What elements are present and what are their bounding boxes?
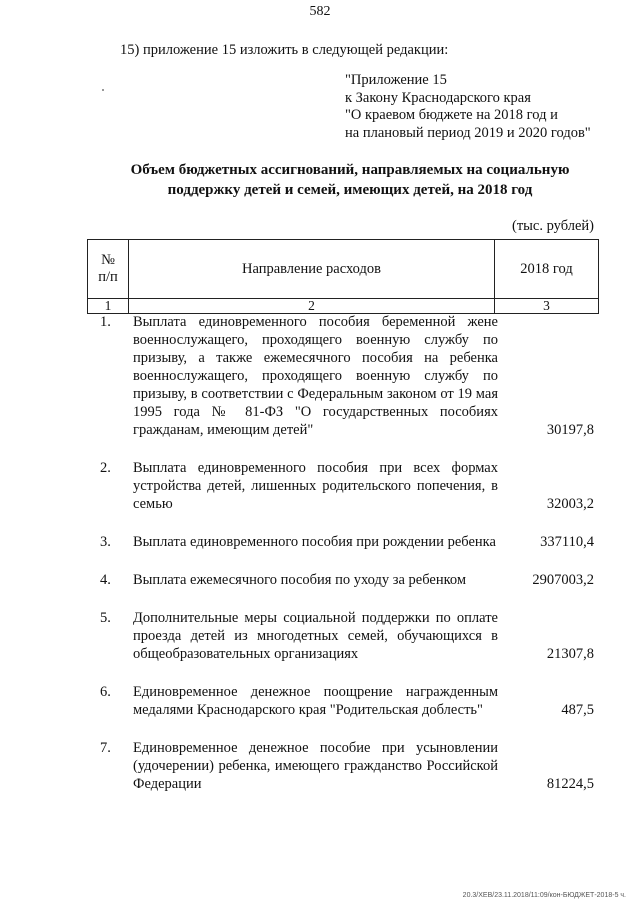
table-row [0, 609, 640, 663]
header-num-abbr: п/п [98, 269, 118, 285]
table-row [0, 459, 640, 513]
row-description: Единовременное денежное пособие при усыновлении (удочерении) ребенка, имеющего гражданство Российской Федерации [133, 740, 498, 792]
row-amount: 81224,5 [546, 776, 594, 792]
expense-list [0, 313, 640, 813]
header-num-cell [88, 240, 129, 299]
page-number: 582 [309, 4, 331, 19]
units-label: (тыс. рублей) [512, 218, 594, 234]
row-description: Выплата единовременного пособия при всех формах устройства детей, лишенных родительского попечения, в семью [133, 460, 498, 512]
row-description: Дополнительные меры социальной поддержки по оплате проезда детей из многодетных семей, обучающихся в общеобразовательных организациях [133, 610, 498, 662]
row-amount: 337110,4 [540, 534, 594, 550]
row-amount: 2907003,2 [532, 572, 594, 588]
row-number: 5. [100, 610, 111, 626]
appendix-line: на плановый период 2019 и 2020 годов" [345, 124, 591, 141]
document-footer: 20.3/ХЕВ/23.11.2018/11:09/кон-БЮДЖЕТ-2018-5 ч. [462, 892, 626, 899]
document-title [100, 160, 600, 200]
row-number: 4. [100, 572, 111, 588]
title-line-2: поддержку детей и семей, имеющих детей, на 2018 год [167, 182, 533, 198]
row-number: 3. [100, 534, 111, 550]
row-number: 7. [100, 740, 111, 756]
header-year: 2018 год [495, 240, 599, 299]
row-number: 1. [100, 314, 111, 330]
row-description: Единовременное денежное поощрение награжденным медалями Краснодарского края "Родительская доблесть" [133, 684, 498, 718]
table-header [87, 239, 599, 314]
table-row [0, 533, 640, 551]
table-row [0, 571, 640, 589]
row-number: 6. [100, 684, 111, 700]
row-amount: 21307,8 [546, 646, 594, 662]
appendix-line: "Приложение 15 [345, 72, 447, 88]
row-description: Выплата ежемесячного пособия по уходу за ребенком [133, 572, 467, 588]
row-description: Выплата единовременного пособия при рождении ребенка [133, 534, 496, 550]
column-number: 1 [88, 299, 129, 314]
scan-dot [102, 89, 104, 91]
header-direction: Направление расходов [129, 240, 495, 299]
appendix-line: к Закону Краснодарского края [345, 89, 531, 106]
row-number: 2. [100, 460, 111, 476]
row-amount: 32003,2 [546, 496, 594, 512]
appendix-line: "О краевом бюджете на 2018 год и [345, 107, 558, 123]
table-row [0, 739, 640, 793]
title-line-1: Объем бюджетных ассигнований, направляемых на социальную [130, 162, 570, 178]
column-number: 3 [495, 299, 599, 314]
row-amount: 487,5 [561, 702, 594, 718]
header-num-sign: № [101, 252, 115, 268]
row-description: Выплата единовременного пособия беременной жене военнослужащего, проходящего военную службу по призыву, а также ежемесячного пособия на ребенка военнослужащего, проходящего военную службу по призыву, в соответствии с Федеральным законом от 19 мая 1995 года № 81-ФЗ "О государственных пособиях гражданам, имеющим детей" [133, 314, 498, 438]
table-row [0, 313, 640, 439]
table-row [0, 683, 640, 719]
column-number: 2 [129, 299, 495, 314]
row-amount: 30197,8 [546, 422, 594, 438]
amendment-intro: 15) приложение 15 изложить в следующей редакции: [120, 42, 449, 58]
appendix-header [345, 72, 591, 142]
